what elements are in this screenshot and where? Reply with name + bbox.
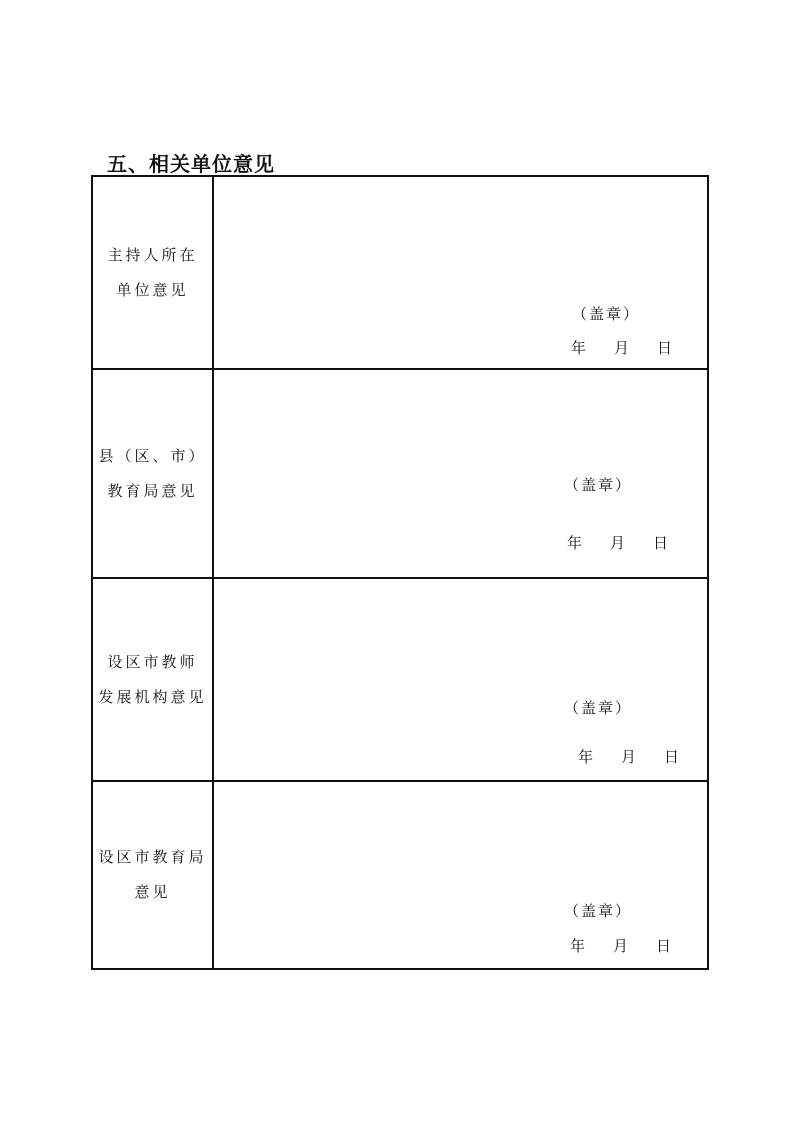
date-month: 月 [621,748,637,766]
date-day: 日 [664,748,680,766]
row-label-city-education [92,781,213,969]
row-label-host-unit [92,176,213,369]
date-month: 月 [610,534,626,552]
date-line [571,337,672,358]
date-year: 年 [578,748,594,766]
table-row-host-unit [92,176,708,369]
row-label-county-education [92,369,213,578]
section-title: 五、相关单位意见 [107,152,275,176]
date-year: 年 [570,937,586,955]
date-day: 日 [656,937,672,955]
seal-label: （盖章） [572,305,641,323]
opinions-table [91,175,709,970]
opinion-field-county-education[interactable] [213,369,708,578]
row-label-line: 设区市教师 [107,652,198,671]
date-line [570,935,671,956]
table-row-county-education [92,369,708,578]
row-label-line: 意见 [134,883,171,901]
date-month: 月 [614,339,630,357]
date-line [567,532,668,553]
date-day: 日 [653,534,669,552]
table-row-teacher-development [92,578,708,781]
seal-label: （盖章） [564,902,633,920]
row-label-line: 主持人所在 [107,245,198,264]
opinion-field-city-education[interactable] [213,781,708,969]
row-label-line: 设区市教育局 [98,848,207,866]
date-line [578,746,679,767]
date-year: 年 [567,534,583,552]
table-row-city-education [92,781,708,969]
row-label-line: 发展机构意见 [98,687,207,706]
row-label-line: 教育局意见 [107,481,198,500]
row-label-teacher-development [92,578,213,781]
opinion-field-host-unit[interactable] [213,176,708,369]
opinion-field-teacher-development[interactable] [213,578,708,781]
seal-label: （盖章） [564,699,633,717]
seal-label: （盖章） [564,476,633,494]
date-year: 年 [571,339,587,357]
row-label-line: 县（区、市） [98,446,207,465]
date-month: 月 [613,937,629,955]
row-label-line: 单位意见 [116,280,189,299]
date-day: 日 [657,339,673,357]
